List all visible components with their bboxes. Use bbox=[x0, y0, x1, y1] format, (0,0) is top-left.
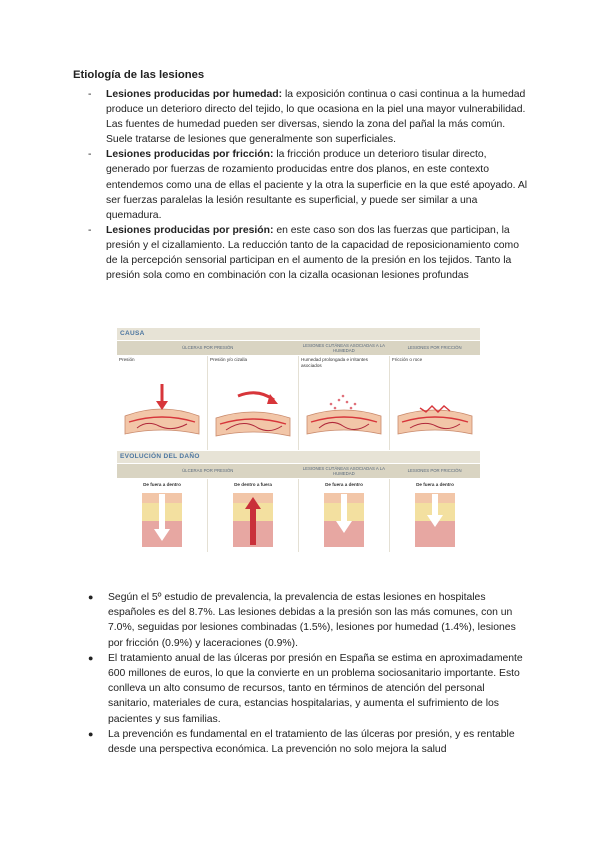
bullet-marker: ● bbox=[88, 652, 94, 663]
dash-marker: - bbox=[88, 224, 92, 236]
panel-label: Fricción o roce bbox=[392, 357, 423, 362]
item-term: Lesiones producidas por humedad: bbox=[106, 89, 283, 100]
figure-title: CAUSA bbox=[117, 328, 480, 340]
item-text: El tratamiento anual de las úlceras por presión en España se estima en aproximadamente 600 millones de euros, lo que la convierte en un problema sociosanitario importante. Esto conlleva un alto consumo de recursos, tanto en términos de atención del personal sanitario, materiales de cura, estancias hospitalarias, y aumenta el sufrimiento de los pacientes y sus familias. bbox=[108, 652, 523, 725]
panel-label: De fuera a dentro bbox=[416, 482, 454, 487]
panel-presion bbox=[117, 356, 208, 450]
item-term: Lesiones producidas por fricción: bbox=[106, 149, 274, 161]
skin-pressure-illustration bbox=[117, 356, 207, 450]
skin-moisture-illustration bbox=[299, 356, 389, 450]
item-text: La prevención es fundamental en el tratamiento de las úlceras por presión, y es rentable desde una perspectiva económica. La prevención no solo mejora la salud bbox=[108, 728, 515, 756]
evolution-panel bbox=[299, 479, 390, 552]
facts-list bbox=[88, 590, 528, 757]
panel-label: Humedad prolongada e irritantes asociados bbox=[301, 357, 368, 368]
figure-evolucion bbox=[117, 451, 480, 552]
panel-label: De fuera a dentro bbox=[143, 482, 181, 487]
evolution-panel bbox=[208, 479, 299, 552]
evolution-panel bbox=[117, 479, 208, 552]
bullet-marker: ● bbox=[88, 728, 94, 739]
column-header: ÚLCERAS POR PRESIÓN bbox=[182, 468, 234, 474]
list-item bbox=[88, 651, 528, 727]
item-text: en este caso son dos las fuerzas que participan, la presión y el cizallamiento. La reducción tanto de la capacidad de reposicionamiento como de la percepción sensorial participan en el aumento de la presión en los tejidos. Tanto la presión sola como en combinación con la cizalla ocasionan lesiones profundas bbox=[106, 224, 519, 282]
column-header: LESIONES POR FRICCIÓN bbox=[407, 345, 462, 351]
tissue-layers-arrow-down bbox=[299, 479, 389, 552]
list-item bbox=[88, 147, 530, 222]
panel-presion-cizalla bbox=[208, 356, 299, 450]
column-header: LESIONES CUTÁNEAS ASOCIADAS A LA HUMEDAD bbox=[302, 342, 385, 353]
tissue-layers-arrow-down bbox=[390, 479, 480, 552]
skin-shear-illustration bbox=[208, 356, 298, 450]
list-item bbox=[88, 590, 528, 651]
panel-label: De dentro a fuera bbox=[234, 482, 272, 487]
item-text: la fricción produce un deterioro tisular directo, generado por fuerzas de rozamiento producidas entre dos planos, en este contexto entendemos como una de ellas el paciente y la otra la superficie en la que esté apoyado. Al ser fuerzas paralelas la lesión resultante es superficial, y puede ser similar a una quemadura. bbox=[106, 149, 528, 221]
list-item bbox=[88, 223, 530, 283]
list-item bbox=[88, 87, 530, 147]
panel-humedad bbox=[299, 356, 390, 450]
skin-friction-illustration bbox=[390, 356, 480, 450]
section-heading: Etiología de las lesiones bbox=[73, 69, 205, 81]
tissue-layers-arrow-down bbox=[117, 479, 207, 552]
figure-causa bbox=[117, 328, 480, 450]
panel-label: Presión y/o cizalla bbox=[210, 357, 248, 362]
panel-friccion bbox=[390, 356, 480, 450]
column-header: LESIONES POR FRICCIÓN bbox=[407, 468, 462, 474]
panel-label: Presión bbox=[119, 357, 135, 362]
dash-marker: - bbox=[88, 149, 92, 161]
evolution-panel bbox=[390, 479, 480, 552]
item-term: Lesiones producidas por presión: bbox=[106, 224, 274, 236]
column-header: LESIONES CUTÁNEAS ASOCIADAS A LA HUMEDAD bbox=[302, 465, 385, 476]
bullet-marker: ● bbox=[88, 592, 94, 602]
tissue-layers-arrow-up bbox=[208, 479, 298, 552]
figure-panels bbox=[117, 479, 480, 552]
item-text: la exposición continua o casi continua a la humedad produce un deterioro directo del tejido, lo que ocasiona en la piel una mayor vulnerabilidad. Las fuentes de humedad pueden ser diversas, siendo la zona del pañal la más común. Suele tratarse de lesiones que generalmente son superficiales. bbox=[106, 89, 526, 146]
dash-marker: - bbox=[88, 89, 92, 100]
panel-label: De fuera a dentro bbox=[325, 482, 363, 487]
figure-column-headers bbox=[117, 341, 480, 355]
column-header: ÚLCERAS POR PRESIÓN bbox=[182, 345, 234, 351]
figure-column-headers bbox=[117, 464, 480, 478]
figure-panels bbox=[117, 356, 480, 450]
lesion-types-list bbox=[88, 87, 530, 283]
list-item bbox=[88, 727, 528, 757]
item-text: Según el 5º estudio de prevalencia, la prevalencia de estas lesiones en hospitales españoles es del 8.7%. Las lesiones debidas a la presión son las más comunes, con un 7.0%, seguidas por lesiones combinadas (1.5%), lesiones por humedad (1.4%), lesiones por fricción (0.9%) y laceraciones (0.9%). bbox=[108, 592, 516, 649]
figure-title: EVOLUCIÓN DEL DAÑO bbox=[117, 451, 480, 463]
